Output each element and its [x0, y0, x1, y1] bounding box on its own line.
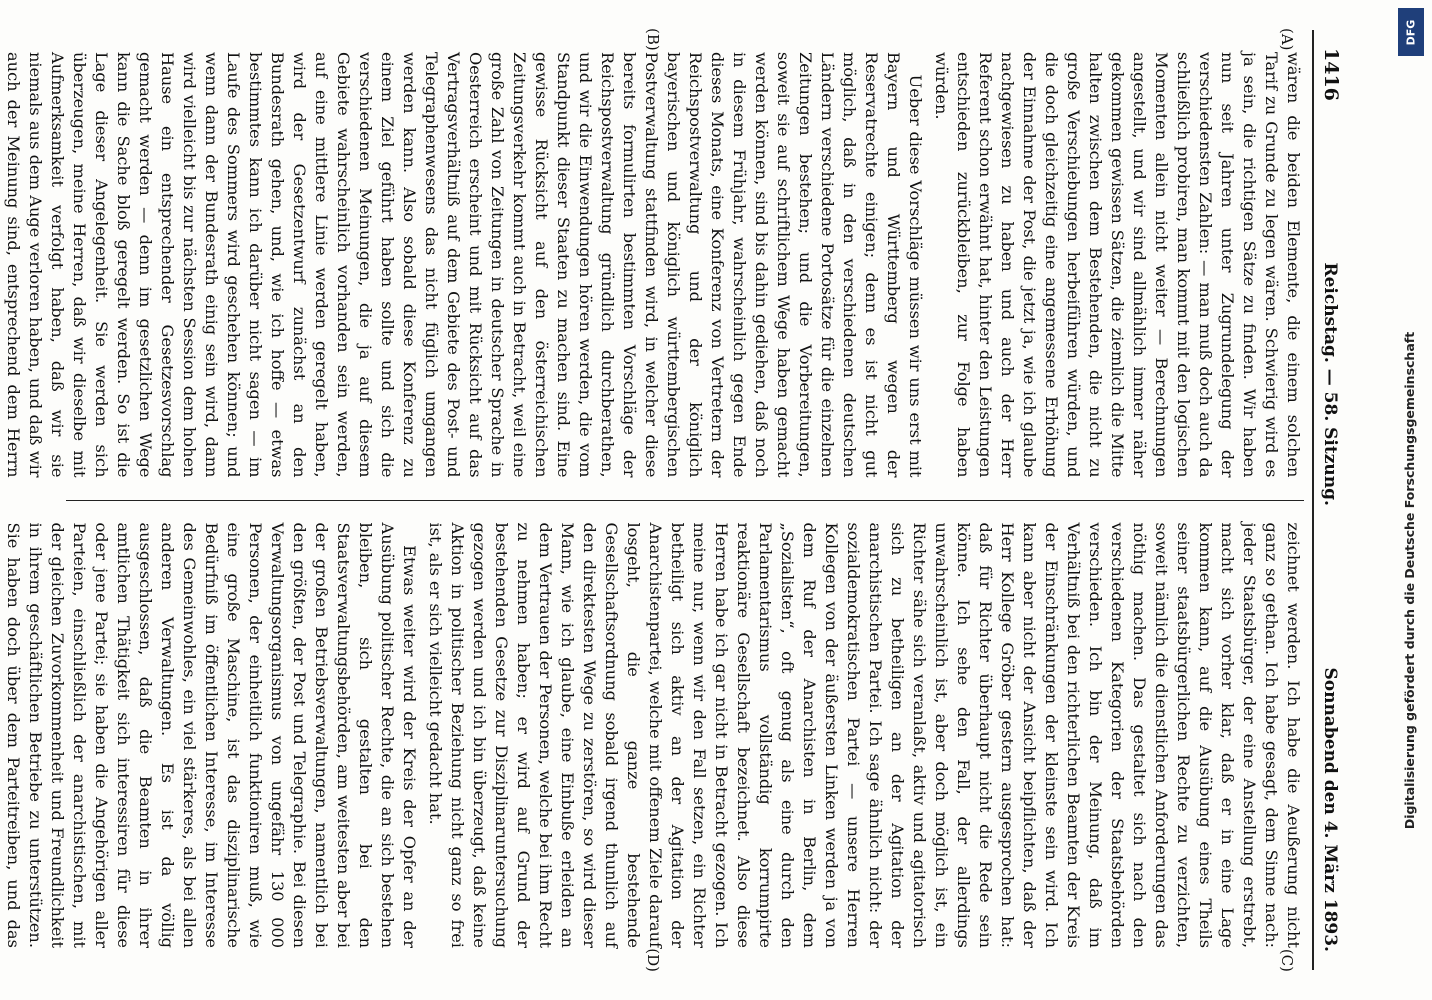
digitization-sidebar: [1388, 0, 1432, 1000]
paragraph: Ueber diese Vorschläge müssen wir uns erst mit Bayern und Württemberg wegen der Reservatrechte einigen; denn es ist nicht gut möglich, daß in den verschiedenen deutschen Ländern verschiedene Portosätze für die einzelnen Zeitungen bestehen; und die Vorbereitungen, soweit sie auf schriftlichem Wege haben gemacht werden können, sind bis dahin gediehen, daß noch in diesem Frühjahr, wahrscheinlich gegen Ende dieses Monats, eine Konferenz von Vertretern der Reichspostverwaltung und der königlich bayerischen und königlich württembergischen Postverwaltung stattfinden wird, in welcher diese bereits formulirten bestimmten Vorschläge der Reichspostverwaltung gründlich durchberathen, und wir die Einwendungen hören werden, die vom Standpunkt dieser Staaten zu machen sind. Eine gewisse Rücksicht auf den österreichischen Zeitungsverkehr kommt auch in Betracht, weil eine große Zahl von Zeitungen in deutscher Sprache in Oesterreich erscheint und mit Rücksicht auf das Vertragsverhältniß auf dem Gebiete des Post- und Telegraphenwesens das nicht füglich umgangen werden kann. Also sobald diese Konferenz zu einem Ziel geführt haben sollte und sich die verschiedenen Meinungen, die ja auf diesem Gebiete wahrscheinlich vorhanden sein werden, auf eine mittlere Linie werden geregelt haben, wird der Gesetzentwurf zunächst an den Bundesrath gehen, und, wie ich hoffe — etwas bestimmtes kann ich darüber nicht sagen — im Laufe des Sommers wird geschehen können; und wenn dann der Bundesrath einig sein wird, dann wird vielleicht bis zur nächsten Session dem hohen Hause ein entsprechender Gesetzesvorschlag gemacht werden — denn im gesetzlichen Wege kann die Sache bloß geregelt werden. So ist die Lage dieser Angelegenheit. Sie werden sich überzeugen, meine Herren, daß wir dieselbe mit Aufmerksamkeit verfolgt haben, daß wir sie niemals aus dem Auge verloren haben, und daß wir auch der Meinung sind, entsprechend dem Herrn: [4, 52, 925, 478]
text-columns: [4, 28, 1304, 972]
margin-mark-c: (C): [1278, 948, 1296, 972]
header-date: Sonnabend den 4. März 1893.: [1320, 667, 1340, 952]
rotated-page-content: [4, 28, 1366, 972]
paragraph: Etwas weiter wird der Kreis der Opfer an der Ausübung politischer Rechte, die an sich bestehen bleiben, sich gestalten bei den Staatsverwaltungsbehörden, am weitesten aber bei der großen Betriebsverwaltungen, namentlich bei den größten, der Post und Telegraphie. Bei diesen Verwaltungsorganismus von ungefähr 130 000 Personen, der einheitlich funktioniren muß, wie eine große Maschine, ist das disziplinarische Bedürfniß im öffentlichen Interesse, im Interesse des Gemeinwohles, ein viel stärkeres, als bei allen anderen Verwaltungen. Es ist da völlig ausgeschlossen, daß die Beamten in ihrer amtlichen Thätigkeit sich interessiren für diese oder jene Partei; sie haben die Angehörigen aller Parteien, einschließlich der anarchistischen, mit der gleichen Zuvorkommenheit und Freundlichkeit in ihrem geschäftlichen Betriebe zu unterstützen. Sie haben doch über dem Parteitreiben, und das: [4, 522, 419, 948]
paragraph: zeichnet werden. Ich habe die Aeußerung nicht ganz so gethan. Ich habe gesagt, dem Sinne nach: jeder Staatsbürger, der eine Anstellung erstrebt, macht sich vorher klar, daß er in eine Lage kommen kann, auf die Ausübung eines Theils seiner staatsbürgerlichen Rechte zu verzichten, soweit nämlich die dienstlichen Anforderungen das nöthig machen. Das gestaltet sich nach den verschiedenen Kategorien der Staatsbehörden verschieden. Ich bin der Meinung, daß im Verhältniß bei den richterlichen Beamten der Kreis der Einschränkungen der kleinste sein wird. Ich kann aber nicht der Ansicht beipflichten, daß der Herr Kollege Gröber gestern ausgesprochen hat: daß für Richter überhaupt nicht die Rede sein könne. Ich sehe den Fall, der allerdings unwahrscheinlich ist, aber doch möglich ist, ein Richter sähe sich veranlaßt, aktiv und agitatorisch sich zu betheiligen an der Agitation der anarchistischen Partei. Ich sage ähnlich nicht: der sozialdemokratischen Partei — unsere Herren Kollegen von der äußersten Linken werden ja von dem Ruf der Anarchisten in Berlin, dem „Sozialisten“, oft genug als eine durch den Parlamentarismus vollständig korrumpirte reaktionäre Gesellschaft bezeichnet. Also diese Herren habe ich gar nicht in Betracht gezogen. Ich meine nur, wenn wir den Fall setzen, ein Richter betheiligt sich aktiv an der Agitation der Anarchistenpartei, welche mit offenem Ziele darauf losgeht, die ganze bestehende Gesellschaftsordnung sobald irgend thunlich auf den direktesten Wege zu zerstören, so wird dieser Mann, wie ich glaube, eine Einbuße erleiden an dem Vertrauen der Personen, welche bei ihm Recht zu nehmen haben; er wird auf Grund der bestehenden Gesetze zur Disziplinaruntersuchung gezogen werden und ich bin überzeugt, daß keine Aktion in politischer Beziehung nicht ganz so frei ist, als er sich vielleicht gedacht hat.: [426, 522, 1303, 948]
text-column-left: [4, 28, 1304, 500]
page-number: 1416: [1320, 48, 1342, 101]
digitization-credit: Digitalisierung gefördert durch die Deutsche Forschungsgemeinschaft: [1402, 331, 1418, 829]
margin-mark-a: (A): [1278, 28, 1296, 51]
margin-mark-b: (B): [644, 28, 662, 51]
text-column-right: [4, 500, 1304, 972]
page-header: [1312, 30, 1366, 970]
header-title: Reichstag. — 58. Sitzung.: [1320, 262, 1340, 506]
dfg-logo-text: DFG: [1404, 19, 1418, 45]
paragraph: wären die beiden Elemente, die einem solchen Tarif zu Grunde zu legen wären. Schwierig wird es ja sein, die richtigen Sätze zu finden. Wir haben nun seit Jahren unter Zugrundelegung der verschiedensten Zahlen: — man muß doch auch da schließlich probiren, man kommt mit den logischen Momenten allein nicht weiter — Berechnungen angestellt, und wir sind allmählich immer näher gekommen gewissen Sätzen, die ziemlich die Mitte halten zwischen dem Bestehenden, die nicht zu große Verschiebungen herbeiführen würden, und die doch gleichzeitig eine angemessene Erhöhung der Einnahme der Post, die jetzt ja, wie ich glaube nachgewiesen zu haben und auch der Herr Referent schon erwähnt hat, hinter den Leistungen entschieden zurückbleiben, zur Folge haben würden.: [932, 52, 1303, 478]
dfg-logo-icon: [1398, 8, 1424, 56]
margin-mark-d: (D): [644, 948, 662, 972]
